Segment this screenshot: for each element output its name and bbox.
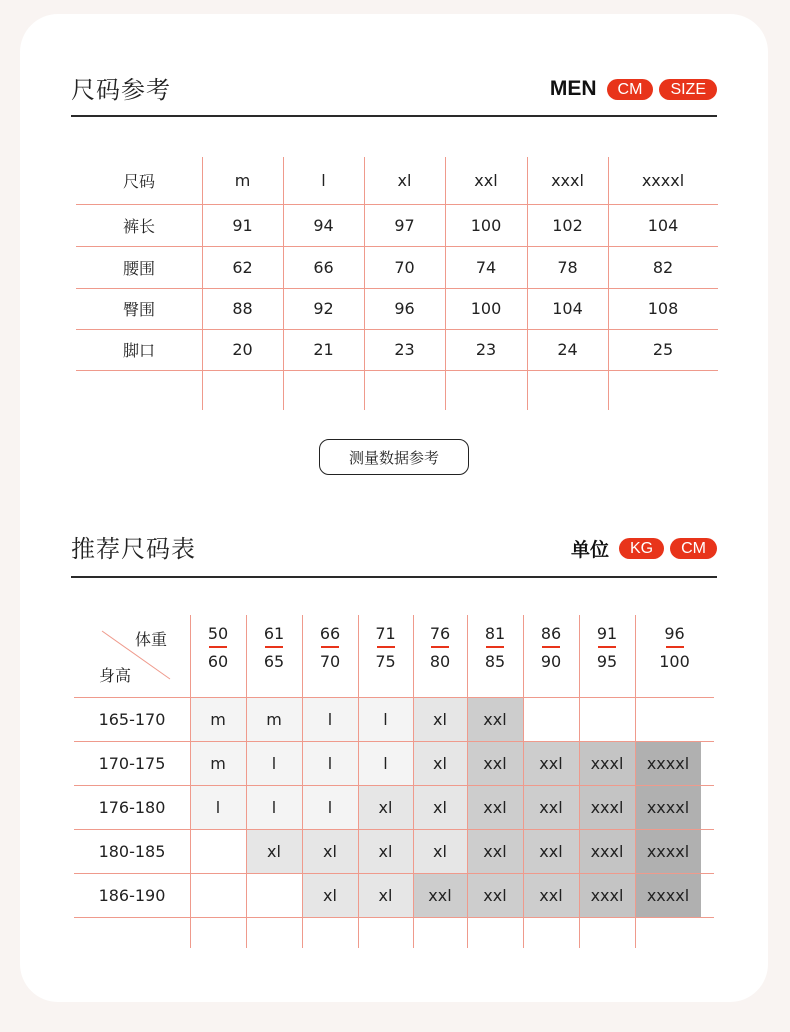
size-reference-title: 尺码参考 — [71, 76, 171, 104]
size-header-cell: l — [321, 171, 326, 190]
weight-range-header — [246, 624, 302, 671]
size-header-cell: xxl — [474, 171, 498, 190]
measure-value-cell: 82 — [652, 257, 674, 277]
height-range-label: 165-170 — [98, 709, 166, 729]
weight-max: 90 — [540, 652, 562, 671]
weight-max: 60 — [207, 652, 229, 671]
weight-range-header — [358, 624, 413, 671]
weight-range-header — [579, 624, 635, 671]
size-cell: xl — [358, 785, 413, 829]
measure-value-cell: 91 — [232, 215, 253, 235]
measure-label-cell: 裤长 — [122, 216, 155, 236]
size-cell: l — [302, 697, 358, 741]
weight-range-header — [523, 624, 579, 671]
range-divider — [598, 646, 616, 648]
size-cell: m — [246, 697, 302, 741]
size-cell: xxl — [467, 697, 523, 741]
weight-axis-label: 体重 — [134, 629, 167, 649]
measure-value-cell: 62 — [232, 257, 253, 277]
measure-value-cell: 70 — [394, 257, 415, 277]
measure-value-cell: 23 — [475, 340, 497, 359]
size-cell: l — [246, 741, 302, 785]
recommend-section-divider — [71, 576, 717, 578]
measure-label-cell: 臀围 — [122, 300, 155, 319]
size-cell: m — [190, 741, 246, 785]
weight-range-header — [190, 624, 246, 671]
size-cell: xl — [358, 829, 413, 873]
size-cell: xxl — [523, 785, 579, 829]
weight-min: 76 — [429, 624, 451, 643]
size-tag: SIZE — [659, 79, 717, 100]
measure-value-cell: 66 — [313, 257, 334, 277]
height-range-label: 176-180 — [98, 797, 166, 817]
measure-value-cell: 21 — [313, 340, 334, 359]
range-divider — [666, 646, 684, 648]
size-cell: xxl — [467, 785, 523, 829]
size-cell: xl — [302, 873, 358, 917]
measure-value-cell: 104 — [552, 299, 583, 318]
measure-value-cell: 94 — [313, 215, 334, 235]
weight-max: 70 — [319, 652, 341, 671]
weight-min: 96 — [664, 624, 685, 643]
cm-tag: CM — [607, 79, 654, 100]
measure-value-cell: 108 — [647, 299, 679, 318]
size-cell: l — [358, 697, 413, 741]
size-cell: xxxl — [579, 873, 635, 917]
weight-max: 95 — [596, 652, 618, 671]
size-cell: xxxxl — [635, 741, 701, 785]
weight-range-header — [413, 624, 467, 671]
size-cell: xxl — [523, 741, 579, 785]
height-axis-label: 身高 — [98, 665, 131, 685]
measure-value-cell: 92 — [313, 299, 334, 318]
weight-min: 61 — [263, 624, 285, 643]
measure-value-cell: 104 — [647, 215, 679, 235]
cm-tag: CM — [670, 538, 717, 559]
weight-min: 91 — [596, 624, 618, 643]
height-range-label: 170-175 — [98, 753, 166, 773]
measure-value-cell: 88 — [232, 299, 253, 318]
men-label: MEN — [549, 77, 597, 100]
size-cell: l — [302, 741, 358, 785]
weight-max: 65 — [263, 652, 285, 671]
weight-min: 66 — [319, 624, 341, 643]
weight-range-header — [635, 624, 714, 671]
weight-min: 50 — [207, 624, 229, 643]
range-divider — [542, 646, 560, 648]
range-divider — [431, 646, 449, 648]
measure-label-cell: 腰围 — [122, 258, 155, 278]
size-cell: l — [302, 785, 358, 829]
size-header-cell: xxxxl — [641, 171, 685, 190]
unit-label: 单位 — [570, 539, 609, 561]
recommend-unit-tags — [571, 535, 717, 562]
size-section-divider — [71, 115, 717, 117]
range-divider — [486, 646, 504, 648]
size-cell: xl — [413, 741, 467, 785]
measure-value-cell: 96 — [394, 299, 415, 318]
size-header-cell: 尺码 — [122, 172, 155, 191]
size-header-cell: xl — [397, 171, 412, 190]
size-cell: xxxl — [579, 785, 635, 829]
measure-label-cell: 脚口 — [122, 341, 155, 360]
size-cell: xl — [358, 873, 413, 917]
weight-max: 80 — [429, 652, 451, 671]
weight-max: 75 — [375, 652, 396, 671]
size-header-cell: m — [234, 171, 251, 190]
size-cell: l — [190, 785, 246, 829]
range-divider — [265, 646, 283, 648]
size-cell: xl — [302, 829, 358, 873]
size-cell: xxl — [467, 829, 523, 873]
measure-value-cell: 78 — [557, 257, 578, 277]
weight-range-header — [302, 624, 358, 671]
size-cell: xl — [246, 829, 302, 873]
kg-tag: KG — [619, 538, 664, 559]
size-cell: xl — [413, 829, 467, 873]
measure-value-cell: 23 — [394, 340, 415, 359]
measure-value-cell: 20 — [232, 340, 253, 359]
size-cell: xxxxl — [635, 785, 701, 829]
size-cell: xxxl — [579, 741, 635, 785]
size-unit-tags — [550, 77, 717, 101]
measure-value-cell: 24 — [557, 340, 578, 359]
size-cell: xxxxl — [635, 829, 701, 873]
measure-value-cell: 100 — [470, 299, 502, 318]
size-cell: xxl — [467, 873, 523, 917]
measure-value-cell: 100 — [470, 215, 502, 235]
range-divider — [321, 646, 339, 648]
recommended-size-title: 推荐尺码表 — [71, 535, 196, 563]
measure-value-cell: 97 — [394, 215, 415, 235]
size-cell: xxl — [413, 873, 467, 917]
size-cell: xl — [413, 785, 467, 829]
weight-range-header — [467, 624, 523, 671]
size-cell: xxxl — [579, 829, 635, 873]
size-cell: xxl — [467, 741, 523, 785]
size-header-cell: xxxl — [551, 171, 584, 190]
measure-value-cell: 102 — [552, 215, 583, 235]
size-cell: xxxxl — [635, 873, 701, 917]
weight-max: 100 — [659, 652, 690, 671]
table-grid-line — [76, 370, 718, 371]
table-grid-line — [74, 917, 714, 918]
size-cell: xl — [413, 697, 467, 741]
height-range-label: 180-185 — [98, 841, 166, 861]
measure-value-cell: 25 — [652, 340, 674, 359]
weight-min: 81 — [484, 624, 506, 643]
weight-min: 71 — [375, 624, 396, 643]
measure-value-cell: 74 — [475, 257, 497, 277]
size-cell: l — [358, 741, 413, 785]
measurement-reference-button[interactable]: 测量数据参考 — [319, 439, 469, 475]
weight-min: 86 — [540, 624, 562, 643]
range-divider — [377, 646, 395, 648]
size-cell: xxl — [523, 829, 579, 873]
weight-max: 85 — [484, 652, 506, 671]
size-cell: l — [246, 785, 302, 829]
range-divider — [209, 646, 227, 648]
height-range-label: 186-190 — [98, 885, 166, 905]
size-cell: m — [190, 697, 246, 741]
size-cell: xxl — [523, 873, 579, 917]
